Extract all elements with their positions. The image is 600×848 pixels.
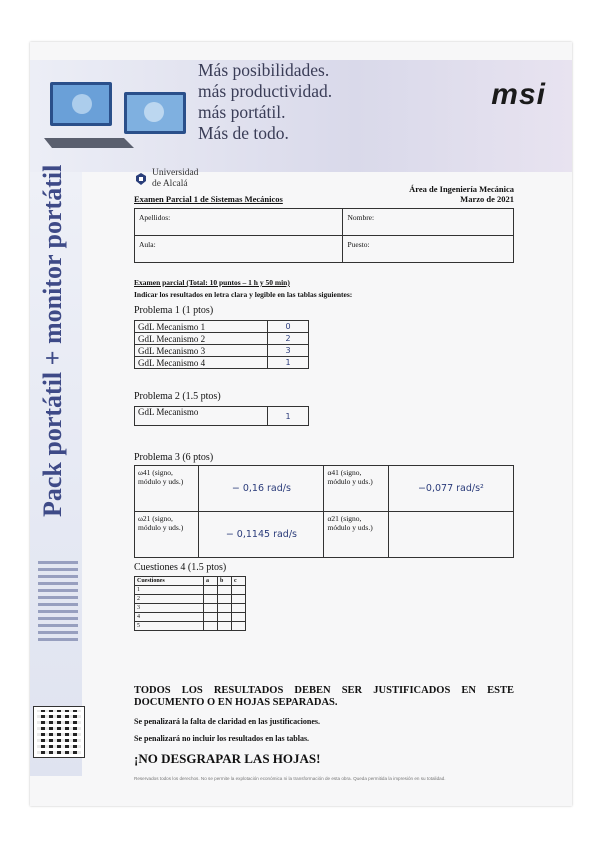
table-row	[135, 345, 309, 357]
gdl-label: GdL Mecanismo 1	[135, 321, 268, 333]
closing-notes	[134, 685, 514, 767]
slogan-line: Más posibilidades.	[198, 60, 330, 80]
answer-cell[interactable]	[204, 595, 218, 604]
ad-fine-print	[38, 557, 78, 707]
university-name-line: Universidad	[152, 168, 199, 178]
table-row	[135, 622, 246, 631]
seat-field[interactable]	[343, 236, 514, 263]
room-label: Aula:	[139, 240, 156, 249]
student-info-table	[134, 208, 514, 263]
table-row	[135, 466, 514, 512]
question-number: 4	[135, 613, 204, 622]
table-row	[135, 604, 246, 613]
column-header: c	[232, 577, 246, 586]
seat-label: Puesto:	[347, 240, 370, 249]
answer-cell[interactable]	[204, 604, 218, 613]
answer-cell[interactable]	[218, 586, 232, 595]
table-row	[135, 357, 309, 369]
instructions-line: Indicar los resultados en letra clara y legible en las tablas siguientes:	[134, 290, 353, 299]
alpha21-label: α21 (signo, módulo y uds.)	[324, 512, 388, 558]
answer-cell[interactable]	[218, 622, 232, 631]
room-field[interactable]	[135, 236, 343, 263]
question-number: 3	[135, 604, 204, 613]
problem1-title: Problema 1 (1 ptos)	[134, 305, 214, 316]
question-number: 2	[135, 595, 204, 604]
column-header: b	[218, 577, 232, 586]
answer-cell[interactable]	[204, 622, 218, 631]
problem3-table	[134, 465, 514, 558]
slogan-line: más productividad.	[198, 81, 333, 101]
table-row	[135, 321, 309, 333]
gdl-label: GdL Mecanismo 2	[135, 333, 268, 345]
exam-content	[134, 168, 514, 767]
question-number: 5	[135, 622, 204, 631]
ad-banner	[30, 60, 572, 172]
university-name-line: de Alcalá	[152, 179, 188, 189]
msi-logo: msi	[491, 78, 546, 111]
answer-cell[interactable]	[204, 586, 218, 595]
problem2-title: Problema 2 (1.5 ptos)	[134, 391, 221, 402]
table-row	[135, 333, 309, 345]
surname-field[interactable]	[135, 209, 343, 236]
omega21-label: ω21 (signo, módulo y uds.)	[135, 512, 199, 558]
answer-cell[interactable]	[204, 613, 218, 622]
answer-cell[interactable]	[218, 595, 232, 604]
name-label: Nombre:	[347, 213, 375, 222]
gdl-answer[interactable]: 2	[268, 333, 309, 345]
problem1-table	[134, 320, 309, 369]
problem2-table	[134, 406, 309, 426]
answer-cell[interactable]	[232, 595, 246, 604]
omega41-answer[interactable]: − 0,16 rad/s	[199, 466, 324, 512]
university-crest-icon	[134, 172, 148, 186]
staple-warning: ¡NO DESGRAPAR LAS HOJAS!	[134, 751, 321, 766]
alpha41-answer[interactable]: −0,077 rad/s²	[388, 466, 513, 512]
ad-sidebar	[30, 164, 82, 776]
column-header: Cuestiones	[135, 577, 204, 586]
answer-cell[interactable]	[232, 586, 246, 595]
table-row	[135, 613, 246, 622]
alpha41-label: α41 (signo, módulo y uds.)	[324, 466, 388, 512]
ad-slogan	[198, 60, 398, 144]
gdl-label: GdL Mecanismo 4	[135, 357, 268, 369]
table-row	[135, 407, 309, 426]
exam-title: Examen Parcial 1 de Sistemas Mecánicos	[134, 194, 283, 204]
questions4-table	[134, 576, 246, 631]
column-header: a	[204, 577, 218, 586]
laptop-image	[44, 78, 194, 158]
answer-cell[interactable]	[232, 622, 246, 631]
gdl-label: GdL Mecanismo 3	[135, 345, 268, 357]
table-row	[135, 595, 246, 604]
exam-total-line: Examen parcial (Total: 10 puntos – 1 h y 50 min)	[134, 278, 290, 287]
question-number: 1	[135, 586, 204, 595]
department-block	[409, 184, 514, 204]
omega21-answer[interactable]: − 0,1145 rad/s	[199, 512, 324, 558]
answer-cell[interactable]	[218, 613, 232, 622]
table-row	[135, 512, 514, 558]
gdl-answer[interactable]: 1	[268, 357, 309, 369]
ad-side-text: Pack portátil + monitor portátil	[38, 164, 67, 517]
gdl-answer[interactable]: 1	[268, 407, 309, 426]
qr-code-icon	[34, 707, 84, 757]
exam-date: Marzo de 2021	[460, 194, 514, 204]
problem3-title: Problema 3 (6 ptos)	[134, 452, 214, 463]
name-field[interactable]	[343, 209, 514, 236]
page-footer: Reservados todos los derechos. No se permite la explotación económica ni la transformación de esta obra. Queda permitida la impresión en su totalidad.	[134, 776, 446, 781]
table-row	[135, 586, 246, 595]
surname-label: Apellidos:	[139, 213, 171, 222]
slogan-line: más portátil.	[198, 102, 286, 122]
answer-cell[interactable]	[232, 613, 246, 622]
questions4-title: Cuestiones 4 (1.5 ptos)	[134, 562, 227, 573]
university-logo	[134, 168, 198, 190]
table-header-row	[135, 577, 246, 586]
gdl-answer[interactable]: 0	[268, 321, 309, 333]
answer-cell[interactable]	[232, 604, 246, 613]
tables-notice: Se penalizará no incluir los resultados en las tablas.	[134, 734, 310, 743]
gdl-answer[interactable]: 3	[268, 345, 309, 357]
slogan-line: Más de todo.	[198, 123, 289, 143]
department-name: Área de Ingeniería Mecánica	[409, 184, 514, 194]
alpha21-answer[interactable]	[388, 512, 513, 558]
justify-notice: TODOS LOS RESULTADOS DEBEN SER JUSTIFICADOS EN ESTE DOCUMENTO O EN HOJAS SEPARADAS.	[134, 685, 514, 708]
gdl-label: GdL Mecanismo	[135, 407, 268, 426]
clarity-notice: Se penalizará la falta de claridad en las justificaciones.	[134, 717, 320, 726]
omega41-label: ω41 (signo, módulo y uds.)	[135, 466, 199, 512]
exam-instructions	[134, 277, 514, 301]
answer-cell[interactable]	[218, 604, 232, 613]
